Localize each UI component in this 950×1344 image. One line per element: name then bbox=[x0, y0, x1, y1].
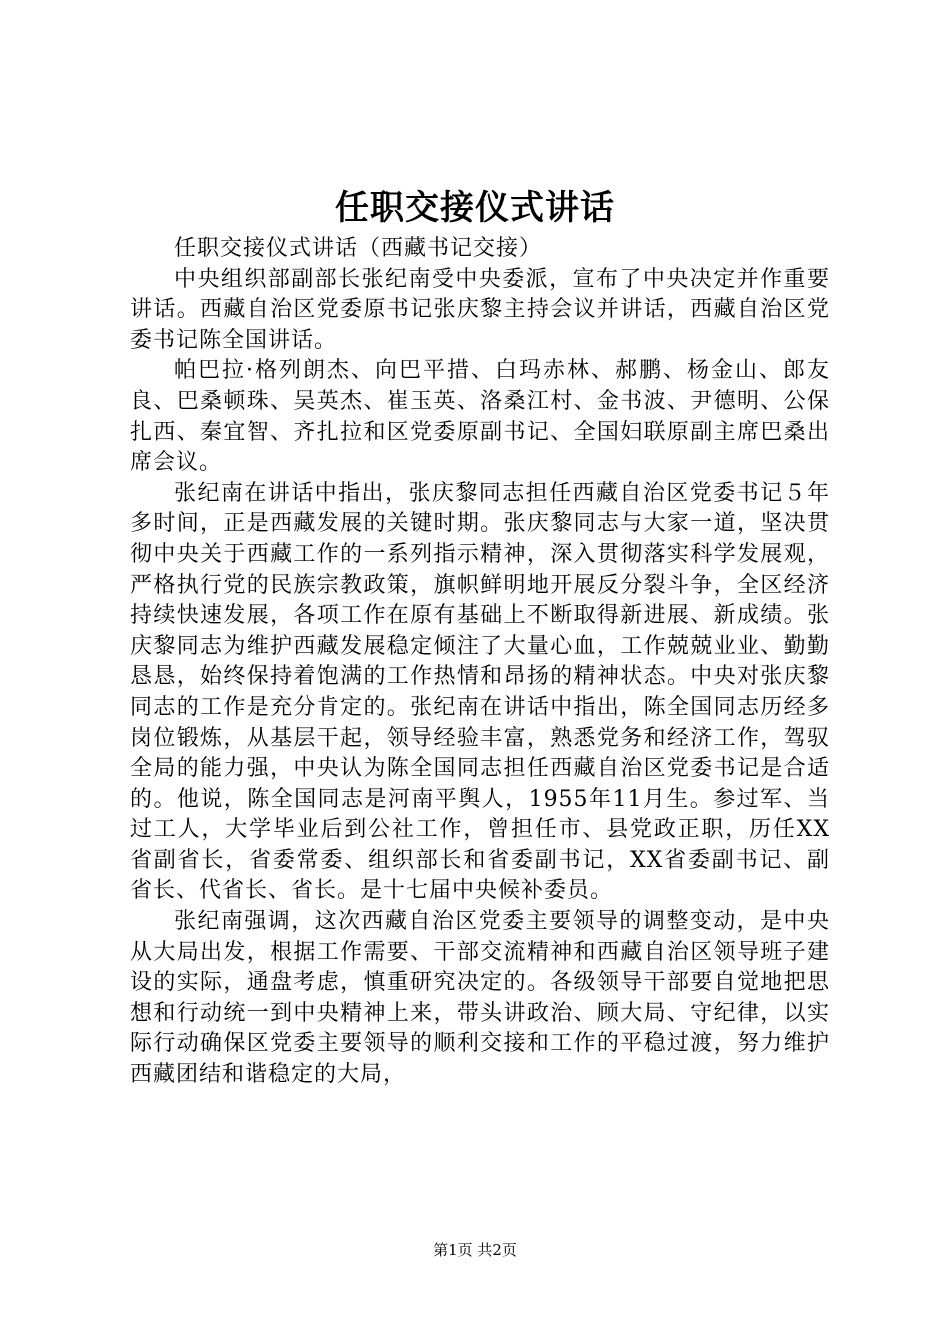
paragraph: 帕巴拉·格列朗杰、向巴平措、白玛赤林、郝鹏、杨金山、郎友良、巴桑顿珠、吴英杰、崔玉英、洛桑江村、金书波、尹德明、公保扎西、秦宜智、齐扎拉和区党委原副书记、全国妇联原副主席巴桑出席会议。 bbox=[130, 358, 830, 476]
document-title: 任职交接仪式讲话 bbox=[335, 188, 615, 228]
page-footer: 第1页 共2页 bbox=[433, 1241, 517, 1259]
document-body bbox=[130, 234, 830, 1091]
paragraph: 张纪南强调，这次西藏自治区党委主要领导的调整变动，是中央从大局出发，根据工作需要、干部交流精神和西藏自治区领导班子建设的实际，通盘考虑，慎重研究决定的。各级领导干部要自觉地把思想和行动统一到中央精神上来，带头讲政治、顾大局、守纪律，以实际行动确保区党委主要领导的顺利交接和工作的平稳过渡，努力维护西藏团结和谐稳定的大局， bbox=[130, 909, 830, 1088]
paragraph-subtitle: 任职交接仪式讲话（西藏书记交接） bbox=[174, 236, 543, 261]
paragraph: 中央组织部副部长张纪南受中央委派，宣布了中央决定并作重要讲话。西藏自治区党委原书记张庆黎主持会议并讲话，西藏自治区党委书记陈全国讲话。 bbox=[130, 266, 830, 353]
paragraph: 张纪南在讲话中指出，张庆黎同志担任西藏自治区党委书记５年多时间，正是西藏发展的关键时期。张庆黎同志与大家一道，坚决贯彻中央关于西藏工作的一系列指示精神，深入贯彻落实科学发展观，严格执行党的民族宗教政策，旗帜鲜明地开展反分裂斗争，全区经济持续快速发展，各项工作在原有基础上不断取得新进展、新成绩。张庆黎同志为维护西藏发展稳定倾注了大量心血，工作兢兢业业、勤勤恳恳，始终保持着饱满的工作热情和昂扬的精神状态。中央对张庆黎同志的工作是充分肯定的。张纪南在讲话中指出，陈全国同志历经多岗位锻炼，从基层干起，领导经验丰富，熟悉党务和经济工作，驾驭全局的能力强，中央认为陈全国同志担任西藏自治区党委书记是合适的。他说，陈全国同志是河南平舆人，1955年11月生。参过军、当过工人，大学毕业后到公社工作，曾担任市、县党政正职，历任XX省副省长，省委常委、组织部长和省委副书记，XX省委副书记、副省长、代省长、省长。是十七届中央候补委员。 bbox=[130, 480, 830, 904]
